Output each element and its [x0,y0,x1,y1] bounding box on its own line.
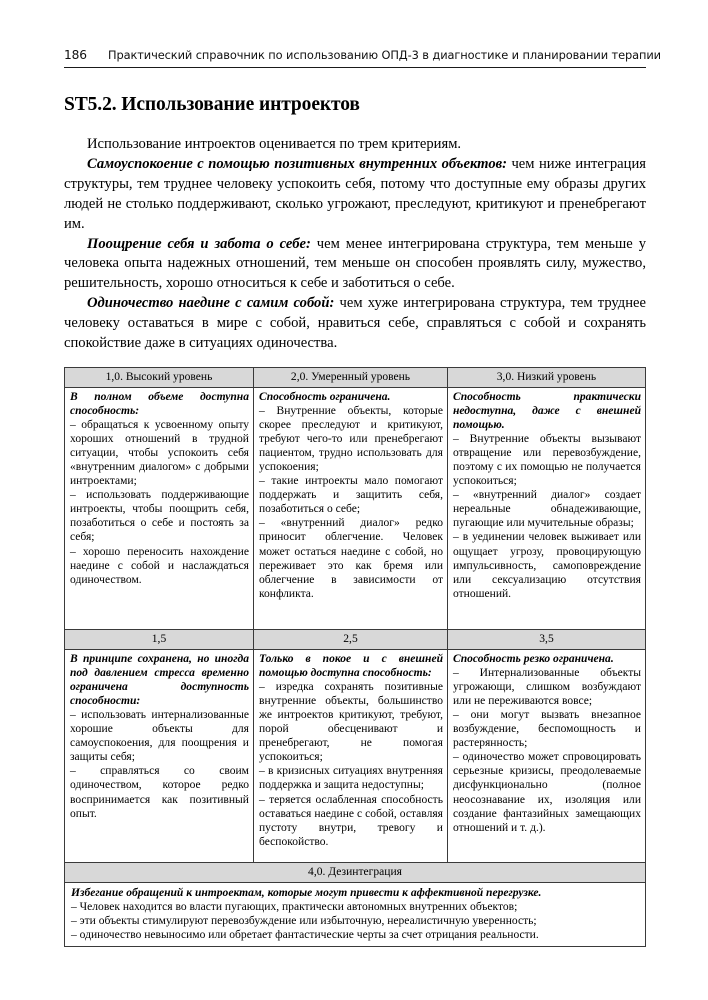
page-number: 186 [64,48,87,62]
paragraph-intro [64,135,646,155]
cell-item: – в кризисных ситуациях внутренняя поддержка и защита недоступны; [259,765,443,792]
cell-level-2-0 [254,388,448,630]
table-row [65,388,646,630]
cell-lead-paragraph [259,652,443,680]
cell-item: – Внутренние объекты, которые скорее преследуют и критикуют, требуют чего-то или пренебрегают пациентом, трудно использовать для успокоения; [259,405,443,474]
table-header-moderate-level: 2,0. Умеренный уровень [254,367,448,387]
paragraph-lead: Поощрение себя и забота о себе: [87,235,311,252]
cell-level-2-5 [254,650,448,863]
table-row [65,883,646,947]
running-head [64,48,661,67]
table-header-row-integer-levels [65,367,646,387]
table-header-1-5: 1,5 [65,630,254,650]
cell-item: – обращаться к усвоенному опыту хороших отношений в трудной ситуации, чтобы успокоить себя «внутренним диалогом» с добрыми интроектами; [70,419,249,488]
cell-level-1-0 [65,388,254,630]
cell-item: – такие интроекты мало помогают поддержать и защитить себя, позаботиться о себе; [259,475,443,516]
cell-item: – одиночество невыносимо или обретает фантастические черты за счет отрицания реальности. [71,929,539,942]
cell-lead: Способность практически недоступна, даже с внешней помощью. [453,391,641,432]
cell-lead: Избегание обращений к интроектам, которые могут привести к аффективной перегрузке. [71,887,542,900]
cell-lead-paragraph [453,390,641,432]
paragraph-text: чем менее интегрирована структура, тем меньше у человека опыта надежных отношений, тем меньше он способен проявлять силу, мужество, решительность, хорошо относиться к себе и заботиться о себе. [64,235,646,292]
cell-item: – Внутренние объекты вызывают отвращение или перевозбуждение, поэтому с их помощью не получается успокоиться; [453,433,641,488]
cell-lead-paragraph [259,390,443,404]
cell-item: – Интернализованные объекты угрожающи, слишком возбуждают или не переживаются вовсе; [453,667,641,708]
cell-item: – они могут вызвать внезапное возбуждение, беспомощность и растерянность; [453,709,641,750]
cell-item: – «внутренний диалог» редко приносит облегчение. Человек может остаться наедине с собой, но переживает это как бремя или облегчение в зависимости от конфликта. [259,517,443,600]
paragraph-text: Использование интроектов оценивается по трем критериям. [87,136,462,152]
cell-level-3-5 [448,650,646,863]
cell-level-1-5 [65,650,254,863]
cell-lead: В принципе сохранена, но иногда под давлением стресса временно ограничена доступность способности: [70,653,249,708]
levels-table [64,367,646,947]
table-header-row-half-levels [65,630,646,650]
cell-item: – теряется ослабленная способность оставаться наедине с собой, оставляя пустоту внутри, тревогу и беспокойство. [259,793,443,848]
cell-lead: В полном объеме доступна способность: [70,391,249,418]
table-row [65,650,646,863]
table-header-4-0: 4,0. Дезинтеграция [65,863,646,883]
cell-item: – в уединении человек выживает или ощущает угрозу, провоцирующую импульсивность, самоповреждение или сексуализацию отсутствия отношений. [453,531,641,600]
cell-item: – использовать поддерживающие интроекты, чтобы поощрить себя, позаботиться о себе и постоять за себя; [70,489,249,544]
cell-lead: Способность резко ограничена. [453,653,614,666]
table-header-row-disintegration [65,863,646,883]
cell-item: – хорошо переносить нахождение наедине с собой и наслаждаться одиночеством. [70,545,249,586]
cell-item: – эти объекты стимулируют перевозбуждение или избыточную, нереалистичную уверенность; [71,915,537,928]
cell-lead: Только в покое и с внешней помощью доступна способность: [259,653,443,680]
paragraph-lead: Самоуспокоение с помощью позитивных внутренних объектов: [87,155,508,172]
section-heading: ST5.2. Использование интроектов [64,94,360,115]
paragraph-lead: Одиночество наедине с самим собой: [87,295,335,312]
cell-item: – использовать интернализованные хорошие объекты для самоуспокоения, для поощрения и защиты себя; [70,709,249,764]
header-rule [64,67,646,68]
paragraph-text: чем ниже интеграция структуры, тем труднее человеку успокоить себя, потому что доступные ему образы других людей не столько поддерживают, сколько угрожают, преследуют, критикуют и пренебрегают им. [64,155,646,232]
paragraph-self-soothing [64,155,646,235]
cell-lead-paragraph [453,652,641,666]
cell-item: – изредка сохранять позитивные внутренние объекты, большинство же интроектов критикуют, требуют, порой обесценивают и пренебрегают, не помогая успокоиться; [259,681,443,764]
cell-item: – Человек находится во власти пугающих, практически автономных внутренних объектов; [71,901,518,914]
cell-lead-paragraph [71,886,640,900]
table-header-2-5: 2,5 [254,630,448,650]
table-header-high-level: 1,0. Высокий уровень [65,367,254,387]
table-header-low-level: 3,0. Низкий уровень [448,367,646,387]
cell-lead-paragraph [70,652,249,708]
cell-level-4-0 [65,883,646,947]
paragraph-solitude [64,294,646,354]
cell-item: – одиночество может спровоцировать серьезные кризисы, преодолеваемые дисфункционально (полное неосознавание их, изоляция или создание фантазийных замещающих отношений и т. д.). [453,751,641,834]
table-header-3-5: 3,5 [448,630,646,650]
cell-item: – справляться со своим одиночеством, которое редко воспринимается как позитивный опыт. [70,765,249,820]
running-head-title: Практический справочник по использованию ОПД-3 в диагностике и планировании терапии [108,48,661,62]
cell-level-3-0 [448,388,646,630]
cell-lead-paragraph [70,390,249,418]
paragraph-self-care [64,235,646,295]
cell-item: – «внутренний диалог» создает нереальные обнадеживающие, пугающие или мучительные образы; [453,489,641,530]
cell-lead: Способность ограничена. [259,391,391,404]
paragraph-text: чем хуже интегрирована структура, тем труднее человеку оставаться в мире с собой, нравиться себе, справляться с собой и сохранять спокойствие даже в ситуациях одиночества. [64,295,646,352]
